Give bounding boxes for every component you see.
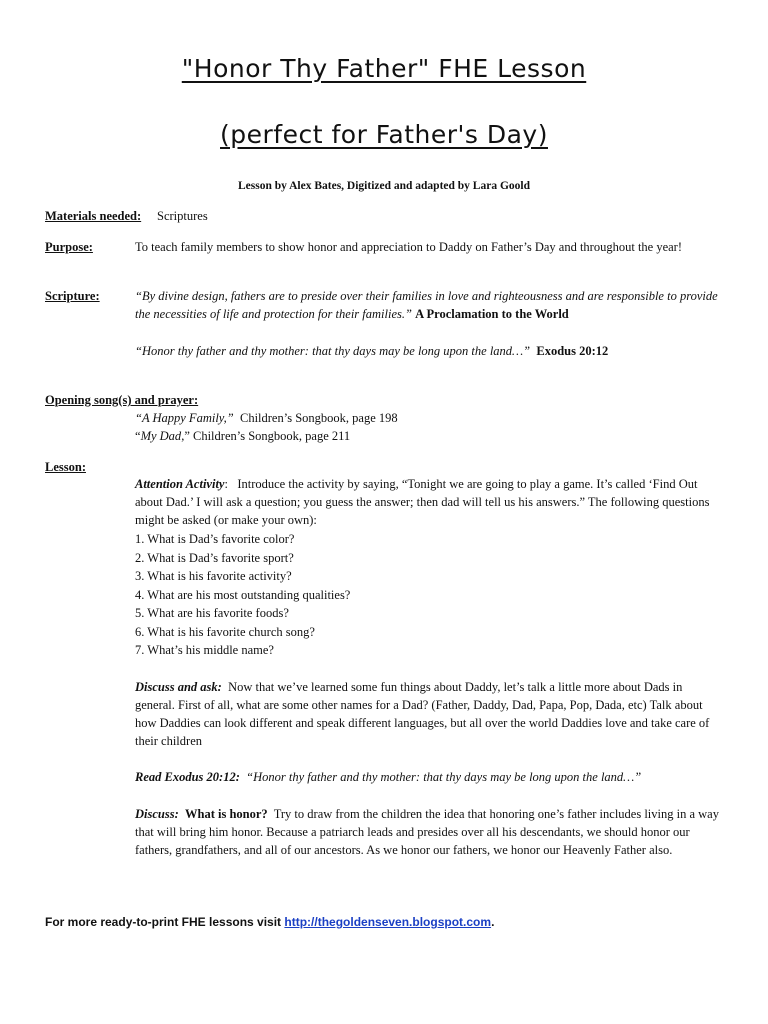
song-2-title: My Dad: [140, 429, 182, 443]
proclamation-quote: “By divine design, fathers are to preside over their families in love and righteousness and are responsible to provide the necessities of life and protection for their families.”: [135, 289, 718, 321]
list-item: 4. What are his most outstanding qualities?: [135, 587, 351, 602]
attention-text: Introduce the activity by saying, “Tonight we are going to play a game. It’s called ‘Find Out about Dad.’ I will ask a question; you guess the answer; then dad will tell us his answers.” The following questions might be asked (or make your own):: [135, 477, 710, 527]
read-exodus: [135, 768, 725, 786]
question-list: [135, 530, 350, 660]
list-item: 2. What is Dad’s favorite sport?: [135, 550, 294, 565]
list-item: 1. What is Dad’s favorite color?: [135, 532, 295, 546]
page-title: "Honor Thy Father" FHE Lesson: [181, 54, 587, 83]
scripture-quote-2: [135, 342, 725, 360]
read-text: “Honor thy father and thy mother: that thy days may be long upon the land…”: [246, 770, 642, 784]
blog-link[interactable]: http://thegoldenseven.blogspot.com: [284, 915, 492, 929]
footer-end: .: [491, 915, 495, 929]
attention-activity: Attention Activity: Introduce the activity by saying, “Tonight we are going to play a game. It’s called ‘Find Out about Dad.’ I will ask a question; you guess the answer; then dad will tell us his answers.” The following questions might be asked (or make your own):: [135, 477, 710, 527]
exodus-quote: “Honor thy father and thy mother: that thy days may be long upon the land…”: [135, 344, 531, 358]
opening-song-1: [135, 409, 398, 427]
read-label: Read Exodus 20:12:: [135, 770, 240, 784]
lesson-label: Lesson:: [45, 460, 86, 474]
byline: Lesson by Alex Bates, Digitized and adapted by Lara Goold: [237, 180, 530, 192]
opening-song-2: “My Dad,” Children’s Songbook, page 211: [135, 429, 351, 443]
discuss-ask-text: Now that we’ve learned some fun things about Daddy, let’s talk a little more about Dads in general. First of all, what are some other names for a Dad? (Father, Daddy, Dad, Papa, Pop, Dada, etc) Talk about how Daddies can look different and speak different languages, but all over the world Daddies love and take care of their children: [135, 680, 710, 748]
song-1-title: “A Happy Family,”: [135, 411, 234, 425]
purpose-label: Purpose:: [45, 240, 93, 254]
song-2-ref: Children’s Songbook, page 211: [193, 429, 351, 443]
scripture-quote-1: [135, 287, 725, 323]
discuss-honor: [135, 805, 727, 859]
scripture-label: Scripture:: [45, 289, 100, 303]
discuss-and-ask: [135, 678, 725, 750]
exodus-source: Exodus 20:12: [536, 344, 609, 358]
footer: [45, 915, 494, 929]
materials-value: Scriptures: [157, 209, 208, 223]
proclamation-source: A Proclamation to the World: [415, 307, 569, 321]
discuss-text: Try to draw from the children the idea that honoring one’s father includes living in a way that will bring him honor. Because a patriarch leads and presides over all his descendants, we should honor our fathers, grandfathers, and all of our ancestors. As we honor our fathers, we honor our Heavenly Father also.: [135, 807, 719, 857]
list-item: 5. What are his favorite foods?: [135, 606, 289, 620]
song-1-ref: Children’s Songbook, page 198: [239, 411, 398, 425]
list-item: 6. What is his favorite church song?: [135, 624, 315, 639]
attention-label: Attention Activity: [135, 477, 225, 491]
discuss-ask-label: Discuss and ask:: [135, 680, 222, 694]
list-item: 7. What’s his middle name?: [135, 643, 274, 657]
opening-label: Opening song(s) and prayer:: [45, 393, 199, 407]
list-item: 3. What is his favorite activity?: [135, 569, 292, 583]
purpose-text: To teach family members to show honor and appreciation to Daddy on Father’s Day and throughout the year!: [135, 240, 683, 254]
discuss-label: Discuss:: [135, 807, 179, 821]
page-subtitle: (perfect for Father's Day): [220, 120, 548, 149]
discuss-question: What is honor?: [185, 807, 268, 821]
materials-label: Materials needed:: [45, 209, 142, 223]
footer-text: For more ready-to-print FHE lessons visit: [45, 915, 282, 929]
